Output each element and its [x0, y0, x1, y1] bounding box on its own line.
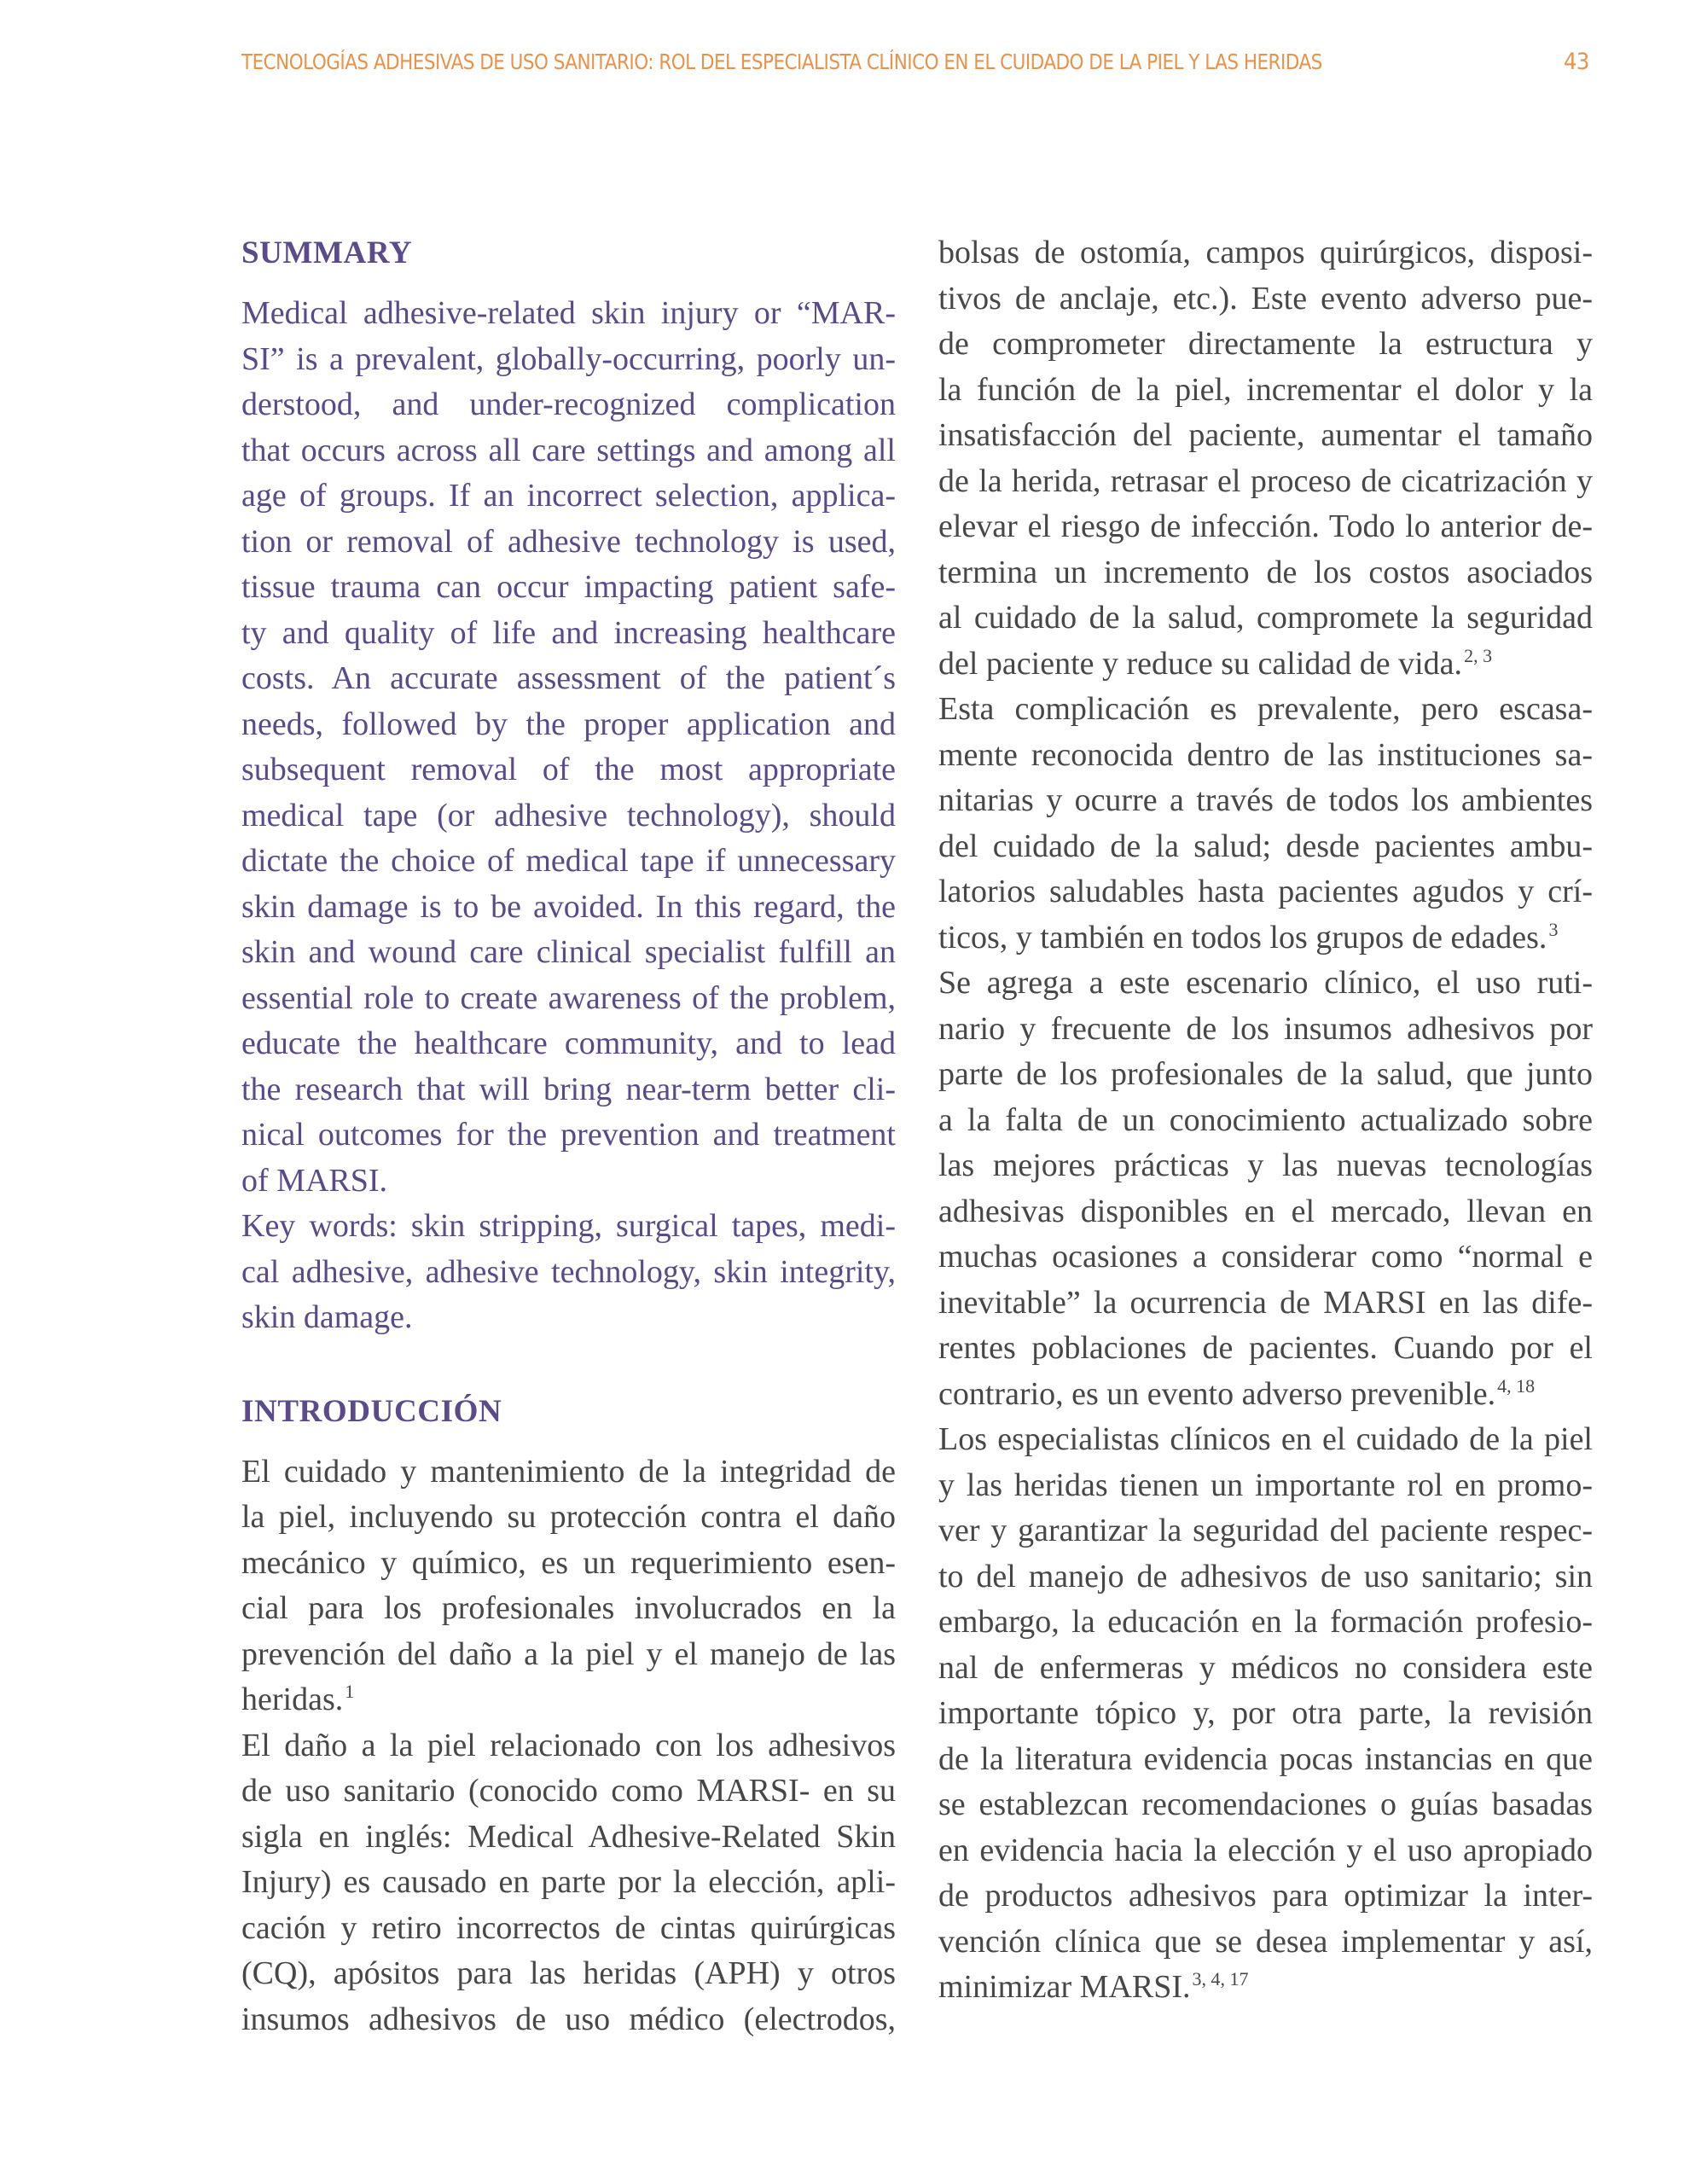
text-line: la piel, incluyendo su protección contra el daño — [241, 1499, 896, 1535]
text-line: to del manejo de adhesivos de uso sanitario; sin — [938, 1558, 1593, 1594]
text-line: minimizar MARSI.$^{3, 4, 17}$ — [938, 1968, 1249, 2005]
citation-ref: 2, 3 — [1464, 644, 1493, 666]
text-line: nical outcomes for the prevention and treatment — [241, 1117, 896, 1153]
text-line: al cuidado de la salud, compromete la seguridad — [938, 600, 1593, 636]
text-line: the research that will bring near-term better cli- — [241, 1071, 896, 1107]
text-line: age of groups. If an incorrect selection, applica- — [241, 478, 896, 514]
text-line: sigla en inglés: Medical Adhesive-Related Skin — [241, 1818, 896, 1855]
text-line: de la herida, retrasar el proceso de cicatrización y — [938, 462, 1593, 499]
right-column — [938, 230, 1593, 2011]
text-line: Se agrega a este escenario clínico, el uso ruti- — [938, 965, 1593, 1001]
text-line: de productos adhesivos para optimizar la inter- — [938, 1878, 1593, 1914]
text-line: ver y garantizar la seguridad del paciente respec- — [938, 1513, 1593, 1548]
running-header — [241, 48, 1598, 77]
text-line: elevar el riesgo de infección. Todo lo anterior de- — [938, 508, 1593, 544]
text-line: mecánico y químico, es un requerimiento esen- — [241, 1544, 896, 1581]
summary-section — [241, 230, 896, 1341]
text-line: rentes poblaciones de pacientes. Cuando por el — [938, 1330, 1593, 1366]
text-line: skin and wound care clinical specialist fulfill an — [241, 934, 896, 970]
text-line: parte de los profesionales de la salud, que junto — [938, 1056, 1593, 1092]
intro-paragraph-1 — [241, 1449, 896, 1723]
text-line: skin damage is to be avoided. In this regard, the — [241, 888, 896, 925]
body-paragraph-1 — [938, 230, 1593, 687]
text-line: insatisfacción del paciente, aumentar el tamaño — [938, 417, 1593, 453]
text-line: nal de enfermeras y médicos no considera este — [938, 1649, 1593, 1686]
text-line: embargo, la educación en la formación profesio- — [938, 1604, 1593, 1640]
text-line: tion or removal of adhesive technology is used, — [241, 523, 896, 560]
text-line: y las heridas tienen un importante rol en promo- — [938, 1467, 1593, 1503]
body-paragraph-2 — [938, 687, 1593, 961]
text-line: nitarias y ocurre a través de todos los ambientes — [938, 782, 1593, 818]
text-line: costs. An accurate assessment of the patient´s — [241, 660, 896, 696]
text-line: heridas.$^1$ — [241, 1681, 355, 1717]
text-line: derstood, and under-recognized complication — [241, 386, 896, 422]
text-line: de uso sanitario (conocido como MARSI- en su — [241, 1773, 896, 1809]
text-line: de la literatura evidencia pocas instancias en que — [938, 1740, 1593, 1777]
text-line: Los especialistas clínicos en el cuidado de la piel — [938, 1421, 1593, 1457]
citation-ref: 3, 4, 17 — [1192, 1968, 1249, 1989]
text-line: of MARSI. — [241, 1162, 388, 1199]
text-line: essential role to create awareness of the problem, — [241, 979, 896, 1016]
body-paragraph-4 — [938, 1417, 1593, 2011]
text-line: cación y retiro incorrectos de cintas quirúrgicas — [241, 1909, 896, 1946]
text-line: muchas ocasiones a considerar como “normal e — [938, 1239, 1593, 1275]
text-line: termina un incremento de los costos asociados — [938, 554, 1593, 590]
text-line: SI” is a prevalent, globally-occurring, poorly un- — [241, 340, 896, 377]
text-line: cial para los profesionales involucrados en la — [241, 1590, 896, 1626]
text-line: Key words: skin stripping, surgical tapes, medi- — [241, 1208, 896, 1244]
text-line: la función de la piel, incrementar el dolor y la — [938, 371, 1593, 408]
text-line: tivos de anclaje, etc.). Este evento adverso pue- — [938, 280, 1593, 317]
text-line: inevitable” la ocurrencia de MARSI en las dife- — [938, 1284, 1593, 1321]
text-line: ty and quality of life and increasing healthcare — [241, 614, 896, 651]
text-line: bolsas de ostomía, campos quirúrgicos, disposi- — [938, 235, 1593, 270]
text-line: importante tópico y, por otra parte, la revisión — [938, 1695, 1593, 1731]
text-line: de comprometer directamente la estructura y — [938, 326, 1593, 362]
text-line: needs, followed by the proper application and — [241, 706, 896, 742]
summary-heading: SUMMARY — [241, 235, 413, 270]
text-line: ticos, y también en todos los grupos de edades.$^3$ — [938, 918, 1559, 956]
text-line: (CQ), apósitos para las heridas (APH) y otros — [241, 1955, 896, 1991]
text-line: that occurs across all care settings and among all — [241, 432, 896, 468]
text-line: las mejores prácticas y las nuevas tecnologías — [938, 1147, 1593, 1183]
page-number: 43 — [1564, 49, 1589, 75]
text-line: medical tape (or adhesive technology), should — [241, 797, 896, 834]
text-line: insumos adhesivos de uso médico (electrodos, — [241, 2001, 896, 2037]
text-line: dictate the choice of medical tape if unnecessary — [241, 843, 896, 879]
text-line: contrario, es un evento adverso prevenible.$^{4, 18}$ — [938, 1374, 1536, 1412]
introduccion-heading: INTRODUCCIÓN — [241, 1393, 502, 1429]
text-line: en evidencia hacia la elección y el uso apropiado — [938, 1832, 1593, 1868]
citation-ref: 1 — [345, 1681, 355, 1702]
keywords-paragraph — [241, 1204, 896, 1341]
text-line: El cuidado y mantenimiento de la integridad de — [241, 1453, 896, 1490]
body-paragraph-3 — [938, 961, 1593, 1417]
text-line: tissue trauma can occur impacting patient safe- — [241, 569, 896, 605]
text-line: del cuidado de la salud; desde pacientes ambu- — [938, 828, 1593, 864]
text-line: Medical adhesive-related skin injury or “MAR- — [241, 295, 896, 331]
intro-paragraph-2 — [241, 1723, 896, 2043]
citation-ref: 3 — [1548, 918, 1559, 940]
text-line: subsequent removal of the most appropriate — [241, 752, 896, 787]
text-line: del paciente y reduce su calidad de vida.$^{2, 3}$ — [938, 644, 1493, 682]
text-line: prevención del daño a la piel y el manejo de las — [241, 1635, 896, 1672]
text-line: mente reconocida dentro de las instituciones sa- — [938, 736, 1593, 773]
text-line: Injury) es causado en parte por la elección, apli- — [241, 1864, 896, 1900]
text-line: educate the healthcare community, and to lead — [241, 1025, 896, 1061]
introduccion-section — [241, 1389, 896, 2043]
text-line: latorios saludables hasta pacientes agudos y crí- — [938, 874, 1593, 909]
text-line: cal adhesive, adhesive technology, skin integrity, — [241, 1253, 896, 1290]
text-line: vención clínica que se desea implementar y así, — [938, 1923, 1593, 1960]
left-column — [241, 230, 896, 2042]
summary-paragraph — [241, 291, 896, 1204]
text-line: nario y frecuente de los insumos adhesivos por — [938, 1010, 1593, 1047]
citation-ref: 4, 18 — [1497, 1374, 1536, 1397]
text-line: El daño a la piel relacionado con los adhesivos — [241, 1727, 896, 1763]
text-line: skin damage. — [241, 1299, 413, 1335]
text-line: Esta complicación es prevalente, pero escasa- — [938, 691, 1593, 727]
text-line: adhesivas disponibles en el mercado, llevan en — [938, 1193, 1593, 1229]
running-title: TECNOLOGÍAS ADHESIVAS DE USO SANITARIO: ROL DEL ESPECIALISTA CLÍNICO EN EL CUIDADO DE LA PIEL Y LAS HERIDAS — [241, 49, 1322, 74]
text-line: a la falta de un conocimiento actualizado sobre — [938, 1101, 1593, 1138]
text-line: se establezcan recomendaciones o guías basadas — [938, 1786, 1593, 1822]
